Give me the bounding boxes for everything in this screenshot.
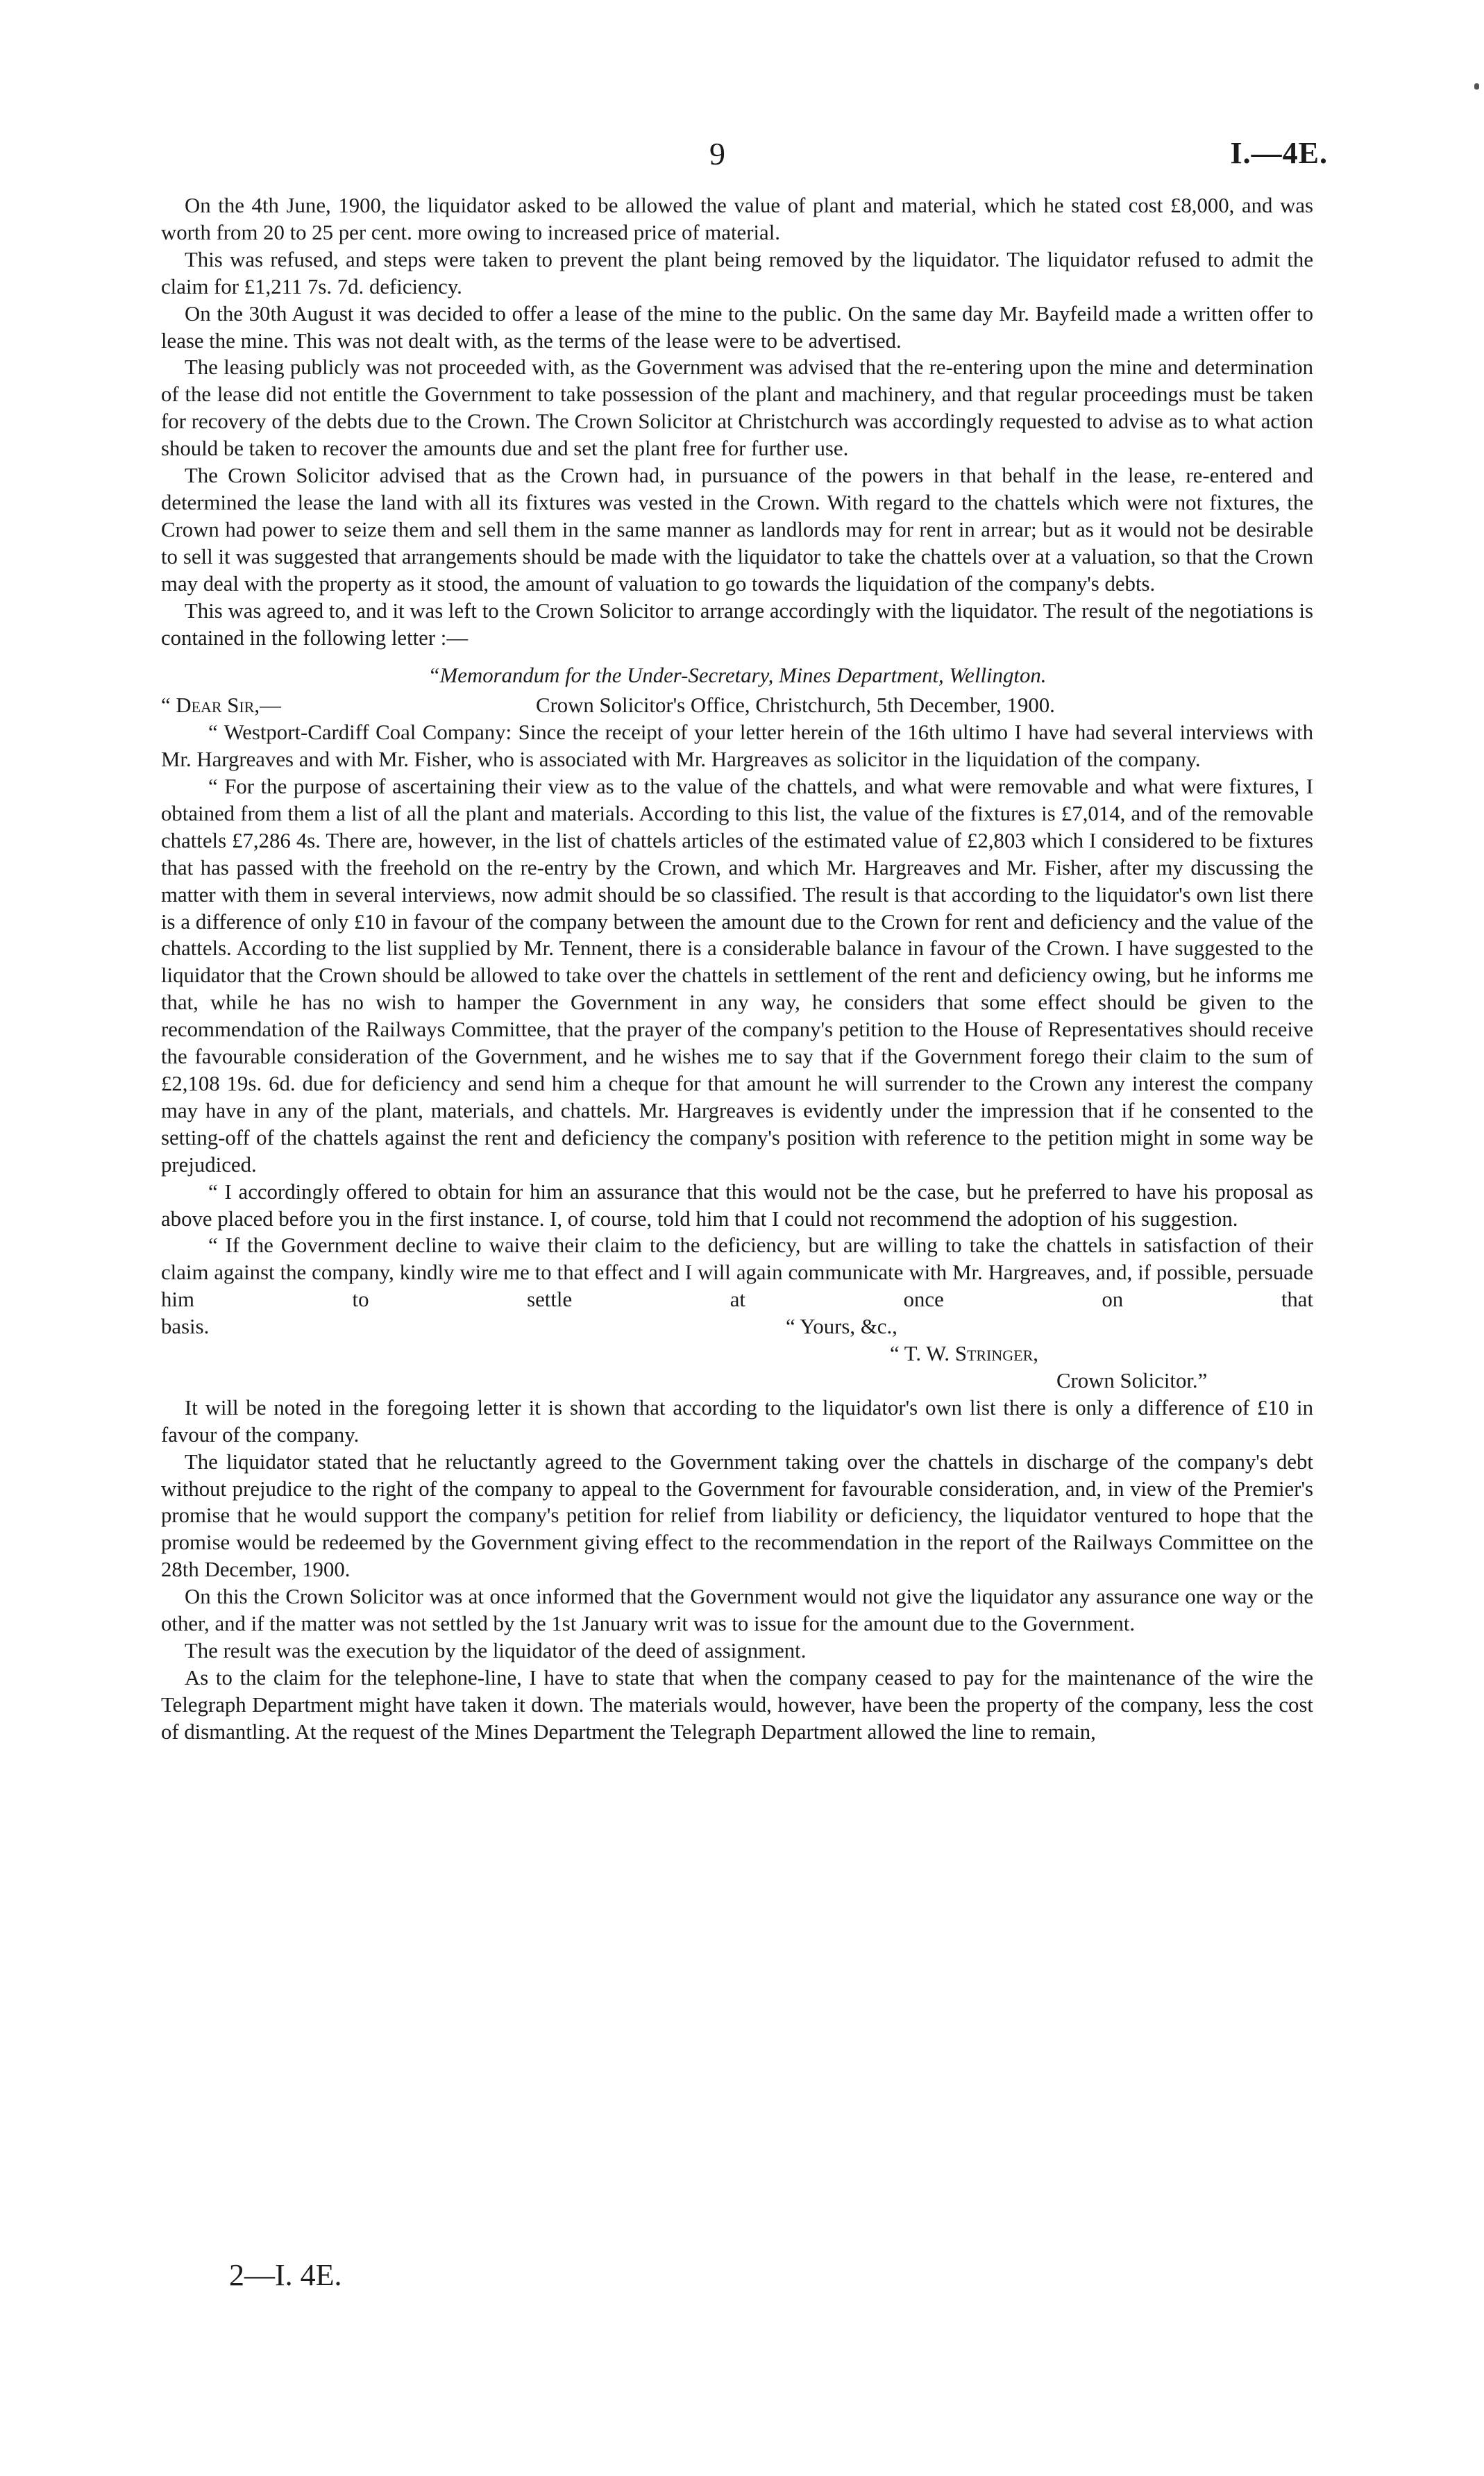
page-number: 9	[709, 136, 725, 171]
margin-speck	[1474, 83, 1479, 90]
paragraph-liquidator-request: On the 4th June, 1900, the liquidator asked to be allowed the value of plant and material, which he stated cost £8,000, and was worth from 20 to 25 per cent. more owing to increased price of material.	[161, 194, 1313, 244]
printer-signature-mark: 2—I. 4E.	[229, 2258, 342, 2292]
page-header	[0, 135, 1484, 177]
memorandum-heading: “Memorandum for the Under-Secretary, Mines Department, Wellington.	[428, 664, 1047, 688]
paragraph-crown-solicitor-advice: The Crown Solicitor advised that as the Crown had, in pursuance of the powers in that behalf in the lease, re-entered and determined the lease the land with all its fixtures was vested in the Crown. With regard to the chattels which were not fixtures, the Crown had power to seize them and sell them in the same manner as landlords may for rent in arrear; but as it would not be desirable to sell it was suggested that arrangements should be made with the liquidator to take the chattels over at a valuation, so that the Crown may deal with the property as it stood, the amount of valuation to go towards the liquidation of the company's debts.	[161, 464, 1313, 596]
letter-salutation: “ Dear Sir,—	[161, 693, 281, 718]
paragraph-no-assurance: On this the Crown Solicitor was at once informed that the Government would not give the liquidator any assurance one way or the other, and if the matter was not settled by the 1st January writ was to issue for the amount due to the Government.	[161, 1585, 1313, 1636]
paragraph-lease-offer: On the 30th August it was decided to offer a lease of the mine to the public. On the same day Mr. Bayfeild made a written offer to lease the mine. This was not dealt with, as the terms of the lease were to be advertised.	[161, 301, 1313, 353]
paragraph-noted-difference: It will be noted in the foregoing letter it is shown that according to the liquidator's own list there is only a difference of £10 in favour of the company.	[161, 1395, 1313, 1447]
letter-office-date: Crown Solicitor's Office, Christchurch, 5th December, 1900.	[536, 693, 1055, 718]
paragraph-leasing-not-proceeded: The leasing publicly was not proceeded with, as the Government was advised that the re-entering upon the mine and determination of the lease did not entitle the Government to take possession of the plant and machinery, and that regular proceedings must be taken for recovery of the debts due to the Crown. The Crown Solicitor at Christchurch was accordingly requested to advise as to what action should be taken to recover the amounts due and set the plant free for further use.	[161, 355, 1313, 461]
body-text	[161, 192, 1313, 1746]
letter-signer-line	[161, 1340, 1313, 1367]
letter-signer: “ T. W. Stringer,	[890, 1342, 1038, 1366]
paragraph-agreement: This was agreed to, and it was left to the Crown Solicitor to arrange accordingly with the liquidator. The result of the negotiations is contained in the following letter :—	[161, 598, 1313, 650]
letter-paragraph-4-end: basis.	[161, 1315, 210, 1339]
paragraph-liquidator-statement: The liquidator stated that he reluctantly agreed to the Government taking over the chattels in discharge of the company's debt without prejudice to the right of the company to appeal to the Government for favourable consideration, and, in view of the Premier's promise that he would support the company's petition for relief from liability or deficiency, the liquidator ventured to hope that the promise would be redeemed by the Government giving effect to the recommendation in the report of the Railways Committee on the 28th December, 1900.	[161, 1449, 1313, 1582]
letter-signer-title-line	[161, 1367, 1313, 1395]
letter-salutation-line	[161, 692, 1313, 719]
paragraph-telephone-line: As to the claim for the telephone-line, I have to state that when the company ceased to pay for the maintenance of the wire the Telegraph Department might have taken it down. The materials would, however, have been the property of the company, less the cost of dismantling. At the request of the Mines Department the Telegraph Department allowed the line to remain,	[161, 1665, 1313, 1744]
letter-closing: “ Yours, &c.,	[786, 1315, 897, 1339]
paragraph-deed-execution: The result was the execution by the liquidator of the deed of assignment.	[185, 1638, 807, 1662]
letter-paragraph-1: “ Westport-Cardiff Coal Company: Since the receipt of your letter herein of the 16th ultimo I have had several interviews with Mr. Hargreaves and with Mr. Fisher, who is associated with Mr. Hargreaves as solicitor in the liquidation of the company.	[161, 721, 1313, 772]
paragraph-refusal: This was refused, and steps were taken to prevent the plant being removed by the liquidator. The liquidator refused to admit the claim for £1,211 7s. 7d. deficiency.	[161, 247, 1313, 298]
letter-paragraph-2: “ For the purpose of ascertaining their view as to the value of the chattels, and what were removable and what were fixtures, I obtained from them a list of all the plant and materials. According to this list, the value of the fixtures is £7,014, and of the removable chattels £7,286 4s. There are, however, in the list of chattels articles of the estimated value of £2,803 which I considered to be fixtures that has passed with the freehold on the re-entry by the Crown, and which Mr. Hargreaves and Mr. Fisher, after my discussing the matter with them in several interviews, now admit should be so classified. The result is that according to the liquidator's own list there is a difference of only £10 in favour of the company between the amount due to the Crown for rent and deficiency and the value of the chattels. According to the list supplied by Mr. Tennent, there is a considerable balance in favour of the Crown. I have suggested to the liquidator that the Crown should be allowed to take over the chattels in settlement of the rent and deficiency owing, but he informs me that, while he has no wish to hamper the Government in any way, he considers that some effect should be given to the recommendation of the Railways Committee, that the prayer of the company's petition to the House of Representatives should receive the favourable consideration of the Government, and he wishes me to say that if the Government forego their claim to the sum of £2,108 19s. 6d. due for deficiency and send him a cheque for that amount he will surrender to the Crown any interest the company may have in any of the plant, materials, and chattels. Mr. Hargreaves is evidently under the impression that if he consented to the setting-off of the chattels against the rent and deficiency the company's position with reference to the petition might in some way be prejudiced.	[161, 775, 1313, 1177]
letter-paragraph-3: “ I accordingly offered to obtain for him an assurance that this would not be the case, but he preferred to have his proposal as above placed before you in the first instance. I, of course, told him that I could not recommend the adoption of his suggestion.	[161, 1179, 1313, 1231]
letter-closing-line	[161, 1313, 1313, 1340]
paper-reference: I.—4E.	[1230, 136, 1328, 170]
letter-paragraph-4: “ If the Government decline to waive their claim to the deficiency, but are willing to take the chattels in satisfaction of their claim against the company, kindly wire me to that effect and I will again communicate with Mr. Hargreaves, and, if possible, persuade him to settle at once on that	[161, 1233, 1313, 1312]
letter-signer-title: Crown Solicitor.”	[1056, 1368, 1208, 1392]
